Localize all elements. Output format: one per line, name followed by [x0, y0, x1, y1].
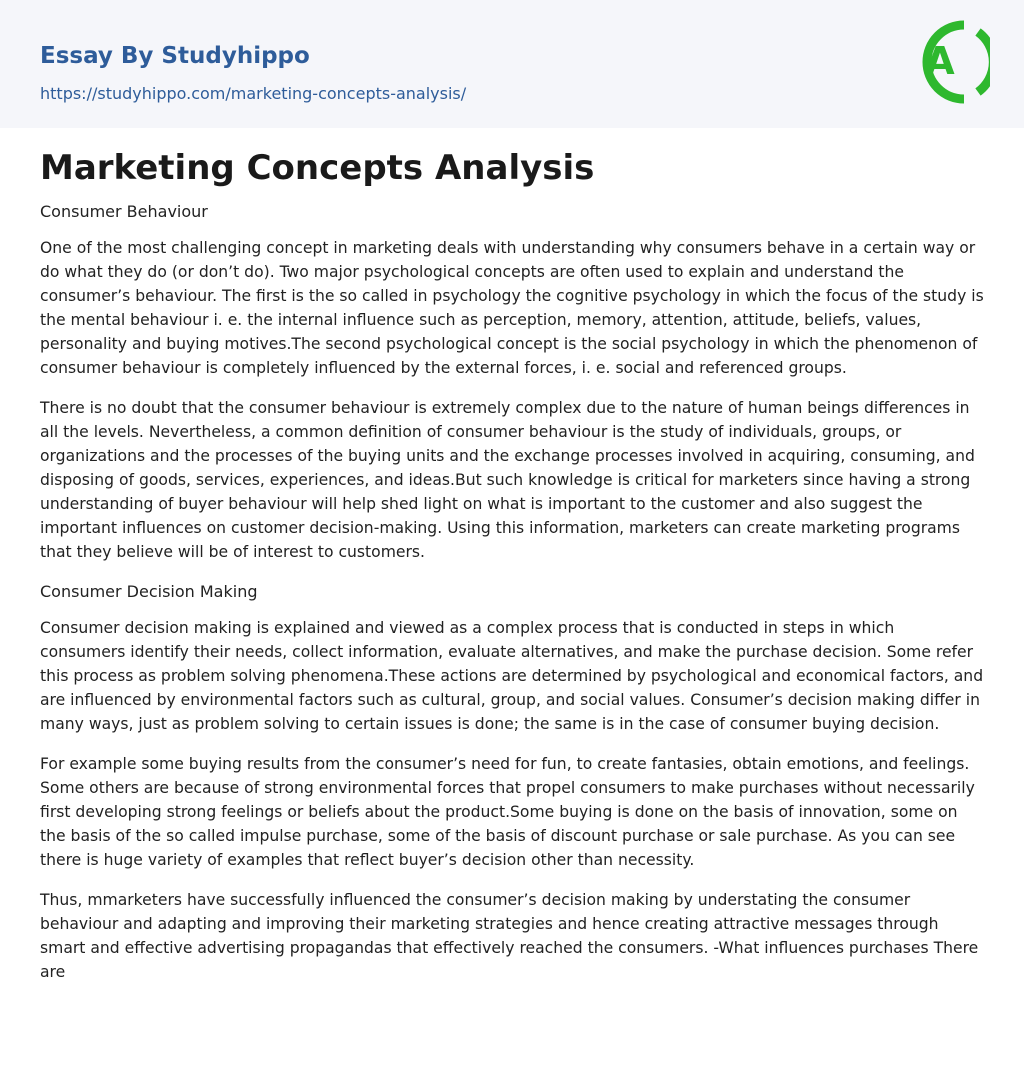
page-title: Marketing Concepts Analysis: [40, 148, 595, 188]
site-brand[interactable]: Essay By Studyhippo: [40, 43, 310, 69]
section-heading-consumer-decision-making: Consumer Decision Making: [40, 582, 258, 601]
paragraph: Consumer decision making is explained and viewed as a complex process that is conducted in steps in which consumers identify their needs, collect information, evaluate alternatives, and make the purchase decision. Some refer this process as problem solving phenomena.These actions are determined by psychological and economical factors, and are influenced by environmental factors such as cultural, group, and social values. Consumer’s decision making differ in many ways, just as problem solving to certain issues is done; the same is in the case of consumer buying decision.: [40, 619, 984, 733]
studyhippo-logo-icon[interactable]: [906, 16, 990, 108]
section-heading-consumer-behaviour: Consumer Behaviour: [40, 202, 208, 221]
paragraph: There is no doubt that the consumer behaviour is extremely complex due to the nature of human beings differences in all the levels. Nevertheless, a common definition of consumer behaviour is the study of individuals, groups, or organizations and the processes of the buying units and the exchange processes involved in acquiring, consuming, and disposing of goods, services, experiences, and ideas.But such knowledge is critical for marketers since having a strong understanding of buyer behaviour will help shed light on what is important to the customer and also suggest the important influences on customer decision-making. Using this information, marketers can create marketing programs that they believe will be of interest to customers.: [40, 399, 975, 561]
paragraph: Thus, mmarketers have successfully influenced the consumer’s decision making by understating the consumer behaviour and adapting and improving their marketing strategies and hence creating attractive messages through smart and effective advertising propagandas that effectively reached the consumers. -What influences purchases There are: [40, 891, 979, 981]
logo-letter: A: [925, 39, 955, 83]
paragraph: For example some buying results from the consumer’s need for fun, to create fantasies, obtain emotions, and feelings. Some others are because of strong environmental forces that propel consumers to make purchases without necessarily first developing strong feelings or beliefs about the product.Some buying is done on the basis of innovation, some on the basis of the so called impulse purchase, some of the basis of discount purchase or sale purchase. As you can see there is huge variety of examples that reflect buyer’s decision other than necessity.: [40, 755, 975, 869]
article-body: [0, 128, 1024, 984]
source-url-link[interactable]: https://studyhippo.com/marketing-concepts-analysis/: [40, 84, 467, 103]
paragraph: One of the most challenging concept in marketing deals with understanding why consumers behave in a certain way or do what they do (or don’t do). Two major psychological concepts are often used to explain and understand the consumer’s behaviour. The first is the so called in psychology the cognitive psychology in which the focus of the study is the mental behaviour i. e. the internal influence such as perception, memory, attention, attitude, beliefs, values, personality and buying motives.The second psychological concept is the social psychology in which the phenomenon of consumer behaviour is completely influenced by the external forces, i. e. social and referenced groups.: [40, 239, 984, 377]
site-header: [0, 0, 1024, 128]
